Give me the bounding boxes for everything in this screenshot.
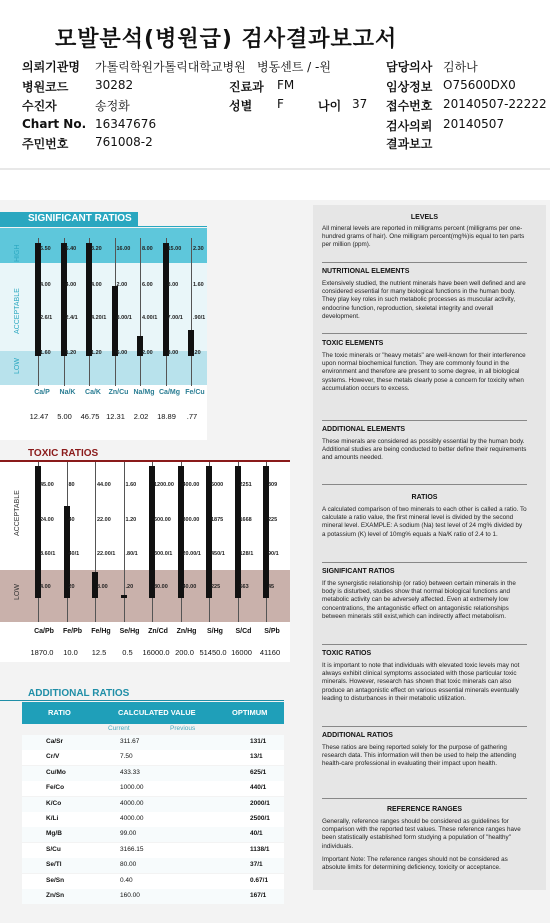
- tick-top: 1200.00: [154, 482, 174, 488]
- significant-ratios-chart: [0, 228, 210, 450]
- tick-low: 4.00: [40, 584, 51, 590]
- tick-acceptable: 4.00/1: [142, 315, 158, 321]
- doctor-value: 김하나: [443, 60, 478, 74]
- patient-value: 송정화: [95, 99, 130, 113]
- toxic-ratios-text: It is important to note that individuals with elevated toxic levels may not always exhibit clinical symptoms associated with those particular toxic minerals. However, research has shown that toxic minerals can also produce an antagonistic effect on various essential minerals eventually leading to disturbances in their metabolic utilization.: [322, 662, 520, 702]
- table-row: [22, 843, 284, 858]
- tick-acceptable: 128/1: [239, 551, 254, 557]
- tick-acceptable: 8.00/1: [116, 315, 132, 321]
- table-row: [22, 797, 284, 812]
- reference-ranges-text: Generally, reference ranges should be considered as guidelines for comparison with the reported test values. These reference ranges have been statistically established form studying a population of "healthy" individuals.: [322, 818, 521, 850]
- optimum-cell: 131/1: [250, 738, 267, 745]
- bar-axis-line: [95, 462, 96, 622]
- ratio-cell: Fe/Co: [46, 784, 65, 792]
- info-rule: [322, 562, 527, 563]
- bar-axis-line: [140, 238, 141, 386]
- tick-acceptable: 8.60/1: [40, 551, 56, 557]
- tick-low: 2.00: [142, 350, 153, 356]
- tick-mid: 1875: [211, 517, 224, 523]
- tick-acceptable: 300.0/1: [154, 551, 173, 557]
- category-label: Zn/Hg: [176, 628, 197, 635]
- tick-mid: 225: [268, 517, 278, 523]
- low-band: [0, 570, 290, 622]
- optimum-cell: 40/1: [250, 830, 263, 838]
- ratio-cell: Zn/Sn: [46, 892, 65, 899]
- tick-top: 80: [68, 482, 75, 488]
- table-row: [22, 781, 284, 796]
- resident-no-label: 주민번호: [22, 137, 69, 151]
- info-rule: [322, 726, 527, 727]
- tick-mid: 22.00: [97, 517, 111, 523]
- tick-top: 5.40: [65, 246, 77, 252]
- bar-Ca/K: [86, 243, 92, 356]
- ratio-cell: Se/Tl: [46, 861, 62, 869]
- value-label: .77: [186, 412, 198, 421]
- category-label: S/Cd: [235, 628, 252, 635]
- additional-ratios-title: ADDITIONAL RATIOS: [28, 688, 130, 699]
- tick-low: 1.60: [40, 350, 51, 356]
- category-label: Ca/Mg: [159, 389, 180, 396]
- optimum-cell: 1138/1: [250, 845, 270, 853]
- optimum-cell: 2000/1: [250, 799, 270, 807]
- tick-acceptable: .80/1: [125, 551, 138, 557]
- calculated-col-header: CALCULATED VALUE: [118, 708, 196, 717]
- axis-label-low: LOW: [14, 584, 21, 600]
- value-label: 18.89: [157, 412, 176, 421]
- report-date-label: 결과보고: [386, 137, 433, 151]
- optimum-cell: 0.67/1: [250, 876, 269, 884]
- resident-no-value: 761008-2: [95, 135, 153, 149]
- table-row: [22, 827, 284, 842]
- tick-low: .20: [193, 350, 201, 356]
- significant-ratios-rule: [0, 226, 207, 227]
- tick-mid: 4.00: [91, 282, 102, 288]
- ratio-cell: S/Cu: [46, 845, 61, 853]
- age-label: 나이: [318, 99, 342, 113]
- tick-low: 225: [211, 584, 221, 590]
- optimum-cell: 13/1: [250, 753, 263, 761]
- current-value-cell: 0.40: [120, 876, 133, 884]
- tick-acceptable: .90/1: [193, 315, 206, 321]
- department-value: FM: [277, 78, 295, 92]
- institution-label: 의뢰기관명: [22, 60, 80, 74]
- table-row: [22, 750, 284, 765]
- category-label: S/Hg: [207, 628, 223, 635]
- info-rule: [322, 420, 527, 421]
- tick-mid: 1.60: [193, 282, 204, 288]
- toxic-elements-text: The toxic minerals or "heavy metals" are well-known for their interference upon normal biochemical function. They are commonly found in the environment and therefore are present to some degree, in all biological systems. However, these metals clearly pose a concern for toxicity when accumulation occurs to excess.: [322, 352, 526, 392]
- category-label: Fe/Hg: [91, 628, 111, 635]
- levels-text: All mineral levels are reported in milligrams percent (milligrams per one-hundred grams of hair). One milligram percent(mg%)is equal to ten parts per million (ppm).: [322, 225, 525, 249]
- current-value-cell: 99.00: [120, 830, 137, 838]
- significant-ratios-title: SIGNIFICANT RATIOS: [28, 213, 132, 224]
- hospital-code-label: 병원코드: [22, 80, 69, 94]
- chart-no-value: 16347676: [95, 117, 157, 131]
- institution-value: 가톨릭학원가톨릭대학교병원: [95, 60, 246, 74]
- department-label: 진료과: [229, 80, 264, 94]
- tick-low: 3.00: [167, 350, 179, 356]
- tick-low: .20: [125, 584, 134, 590]
- bar-Se/Hg: [121, 595, 127, 598]
- axis-label-low: LOW: [14, 358, 21, 374]
- table-row: [22, 766, 284, 781]
- ratio-cell: Cr/V: [46, 753, 60, 761]
- hospital-code-value: 30282: [95, 78, 134, 92]
- additional-ratios-rule: [0, 700, 284, 701]
- tick-top: 44.00: [97, 482, 111, 488]
- significant-ratios-heading: SIGNIFICANT RATIOS: [322, 568, 395, 575]
- bar-Ca/P: [35, 243, 41, 356]
- table-row: [22, 858, 284, 873]
- current-value-cell: 433.33: [120, 768, 140, 776]
- optimum-cell: 37/1: [250, 861, 263, 869]
- chart-no-label: Chart No.: [22, 117, 87, 131]
- toxic-ratios-title: TOXIC RATIOS: [28, 448, 99, 459]
- tick-low: 45: [268, 584, 275, 590]
- current-value-cell: 7.50: [120, 753, 133, 761]
- doctor-label: 담당의사: [386, 60, 433, 74]
- tick-low: 20: [68, 584, 75, 590]
- value-label: 12.5: [91, 648, 107, 657]
- tick-acceptable: 2.6/1: [40, 315, 53, 321]
- ratio-cell: Cu/Mo: [46, 768, 66, 776]
- acceptable-band: [0, 263, 207, 351]
- info-rule: [322, 262, 527, 263]
- current-value-cell: 1000.00: [120, 784, 144, 792]
- current-value-cell: 160.00: [120, 892, 140, 899]
- tick-low: 563: [239, 584, 249, 590]
- age-value: 37: [352, 97, 368, 111]
- tick-top: 1.60: [125, 482, 137, 488]
- category-label: S/Pb: [264, 628, 280, 635]
- current-subheader: Current: [108, 725, 130, 732]
- tick-mid: 8.00: [167, 282, 179, 288]
- clinical-info-label: 임상정보: [386, 80, 433, 94]
- previous-subheader: Previous: [170, 725, 196, 732]
- value-label: 200.0: [175, 648, 194, 657]
- value-label: 12.47: [29, 412, 49, 421]
- value-label: 16000: [231, 648, 252, 657]
- ratios-text: A calculated comparison of two minerals to each other is called a ratio. To calculate a ratio value, the first mineral level is divided by the second mineral level. EXAMPLE: A sodium (Na) test level of 24 mg% divided by a potassium (K) level of 10mg% equals a Na/K ratio of 2.4 to 1.: [322, 506, 527, 538]
- tick-low: 6.00: [116, 350, 128, 356]
- category-label: Ca/P: [34, 389, 50, 396]
- nutritional-heading: NUTRITIONAL ELEMENTS: [322, 268, 410, 275]
- bar-axis-line: [191, 238, 192, 386]
- request-date-label: 검사의뢰: [386, 119, 433, 133]
- ratio-cell: Ca/Sr: [46, 738, 63, 745]
- additional-ratios-text: These ratios are being reported solely for the purpose of gathering research data. This information will then be used to help the attending health-care professional in evaluating their impact upon health.: [322, 744, 517, 768]
- category-label: Fe/Pb: [62, 628, 83, 635]
- current-value-cell: 4000.00: [120, 799, 144, 807]
- info-rule: [322, 333, 527, 334]
- value-label: 10.0: [63, 648, 78, 657]
- value-label: 1870.0: [30, 648, 54, 657]
- ratio-col-header: RATIO: [48, 708, 71, 717]
- value-label: 12.31: [106, 412, 125, 421]
- significant-ratios-text: If the synergistic relationship (or ratio) between certain minerals in the body is disturbed, studies show that normal biological functions and metabolic activity can be adversely affected. Even at extremely low concentrations, the antagonistic effect on antagonistic relationships between minerals still exist,which can indirectly affect metabolism.: [322, 580, 516, 620]
- tick-low: 1.20: [91, 350, 102, 356]
- tick-low: 80.00: [154, 584, 168, 590]
- table-row: [22, 735, 284, 750]
- tick-acceptable: 20.00/1: [182, 551, 201, 557]
- important-note-text: Important Note: The reference ranges should not be considered as absolute limits for determining deficiency, toxicity or acceptance.: [322, 856, 508, 872]
- tick-top: 400.00: [182, 482, 200, 488]
- axis-label-acceptable: ACCEPTABLE: [14, 288, 21, 334]
- header-divider: [0, 168, 550, 170]
- bar-axis-line: [124, 462, 125, 622]
- value-label: 16000.0: [142, 648, 170, 657]
- tick-top: 6.50: [40, 246, 51, 252]
- ratio-cell: Mg/B: [46, 830, 62, 838]
- low-band: [0, 351, 207, 385]
- reference-ranges-heading: REFERENCE RANGES: [386, 806, 463, 813]
- bar-Na/K: [61, 243, 67, 356]
- category-label: Zn/Cd: [148, 628, 168, 635]
- category-label: Zn/Cu: [108, 389, 129, 396]
- request-date-value: 20140507: [443, 117, 505, 131]
- additional-elements-heading: ADDITIONAL ELEMENTS: [322, 426, 406, 433]
- optimum-cell: 2500/1: [250, 815, 270, 822]
- current-value-cell: 4000.00: [120, 815, 144, 822]
- sex-label: 성별: [229, 99, 253, 113]
- optimum-cell: 625/1: [250, 768, 267, 776]
- tick-acceptable: 22.00/1: [97, 551, 116, 557]
- tick-mid: 4.00: [40, 282, 51, 288]
- tick-top: 5000: [211, 482, 224, 488]
- tick-top: 3.20: [91, 246, 102, 252]
- tick-top: 309: [268, 482, 278, 488]
- category-label: Na/Mg: [133, 389, 155, 396]
- value-label: 51450.0: [199, 648, 227, 657]
- ratios-heading: RATIOS: [411, 494, 438, 501]
- current-value-cell: 311.67: [120, 738, 140, 745]
- tick-mid: 24.00: [40, 517, 54, 523]
- optimum-col-header: OPTIMUM: [232, 708, 268, 717]
- ratio-cell: K/Li: [46, 815, 59, 822]
- additional-ratios-heading: ADDITIONAL RATIOS: [322, 732, 393, 739]
- tick-top: 2.30: [193, 246, 204, 252]
- tick-mid: 6.00: [142, 282, 153, 288]
- bar-Ca/Mg: [163, 243, 169, 356]
- ward-value: 병동센트 / -원: [257, 60, 331, 74]
- tick-mid: 4.00: [65, 282, 77, 288]
- tick-mid: 600.00: [154, 517, 171, 523]
- toxic-ratios-heading: TOXIC RATIOS: [322, 650, 372, 657]
- sex-value: F: [277, 97, 284, 111]
- clinical-info-value: O75600DX0: [443, 78, 516, 92]
- current-value-cell: 3166.15: [120, 845, 144, 853]
- table-row: [22, 812, 284, 827]
- current-value-cell: 80.00: [120, 861, 137, 869]
- optimum-cell: 167/1: [250, 892, 267, 899]
- tick-top: 15.00: [167, 246, 182, 252]
- value-label: 46.75: [80, 412, 100, 421]
- info-rule: [322, 798, 527, 799]
- ratio-cell: K/Co: [46, 799, 62, 807]
- tick-acceptable: 4.20/1: [91, 315, 107, 321]
- value-label: 5.00: [57, 412, 72, 421]
- tick-acceptable: 90/1: [268, 551, 279, 557]
- info-rule: [322, 484, 527, 485]
- optimum-cell: 440/1: [250, 784, 267, 792]
- tick-mid: 300.00: [182, 517, 200, 523]
- category-label: Na/K: [59, 389, 76, 396]
- value-label: 0.5: [122, 648, 133, 657]
- axis-label-high: HIGH: [14, 244, 21, 262]
- tick-low: 1.20: [65, 350, 77, 356]
- tick-acceptable: 450/1: [211, 551, 225, 557]
- page-title: 모발분석(병원급) 검사결과보고서: [55, 27, 398, 52]
- tick-acceptable: 40/1: [68, 551, 80, 557]
- toxic-elements-heading: TOXIC ELEMENTS: [322, 340, 384, 347]
- value-label: 2.02: [133, 412, 149, 421]
- tick-low: 8.00: [97, 584, 108, 590]
- tick-mid: 40: [68, 517, 75, 523]
- tick-acceptable: 2.4/1: [65, 315, 78, 321]
- tick-top: 8.00: [142, 246, 153, 252]
- tick-top: 45.00: [40, 482, 54, 488]
- levels-heading: LEVELS: [410, 214, 439, 221]
- category-label: Se/Hg: [119, 628, 140, 635]
- ratio-cell: Se/Sn: [46, 876, 65, 884]
- category-label: Ca/Pb: [34, 628, 54, 635]
- value-label: 41160: [259, 648, 281, 657]
- tick-acceptable: 7.00/1: [167, 315, 183, 321]
- receipt-no-label: 접수번호: [386, 99, 433, 113]
- tick-top: 16.00: [116, 246, 131, 252]
- tick-low: 40.00: [182, 584, 197, 590]
- toxic-ratios-chart: [0, 462, 292, 662]
- receipt-no-value: 20140507-22222: [443, 97, 547, 111]
- info-rule: [322, 644, 527, 645]
- category-label: Ca/K: [85, 389, 101, 396]
- axis-label-acceptable: ACCEPTABLE: [14, 490, 21, 536]
- category-label: Fe/Cu: [185, 389, 205, 396]
- nutritional-text: Extensively studied, the nutrient minerals have been well defined and are considered essential for many biological functions in the human body. They play key roles in such metabolic processes as muscular activity, endocrine function, reproduction, skeletal integrity and overall development.: [322, 280, 526, 320]
- tick-mid: 1.20: [125, 517, 137, 523]
- tick-top: 2251: [239, 482, 252, 488]
- patient-label: 수진자: [22, 99, 57, 113]
- additional-elements-text: These minerals are considered as possibly essential by the human body. Additional studies are being conducted to better define their requirements and amounts needed.: [322, 438, 527, 462]
- tick-mid: 2.00: [116, 282, 128, 288]
- table-row: [22, 889, 284, 904]
- table-row: [22, 874, 284, 889]
- tick-mid: 1668: [239, 517, 252, 523]
